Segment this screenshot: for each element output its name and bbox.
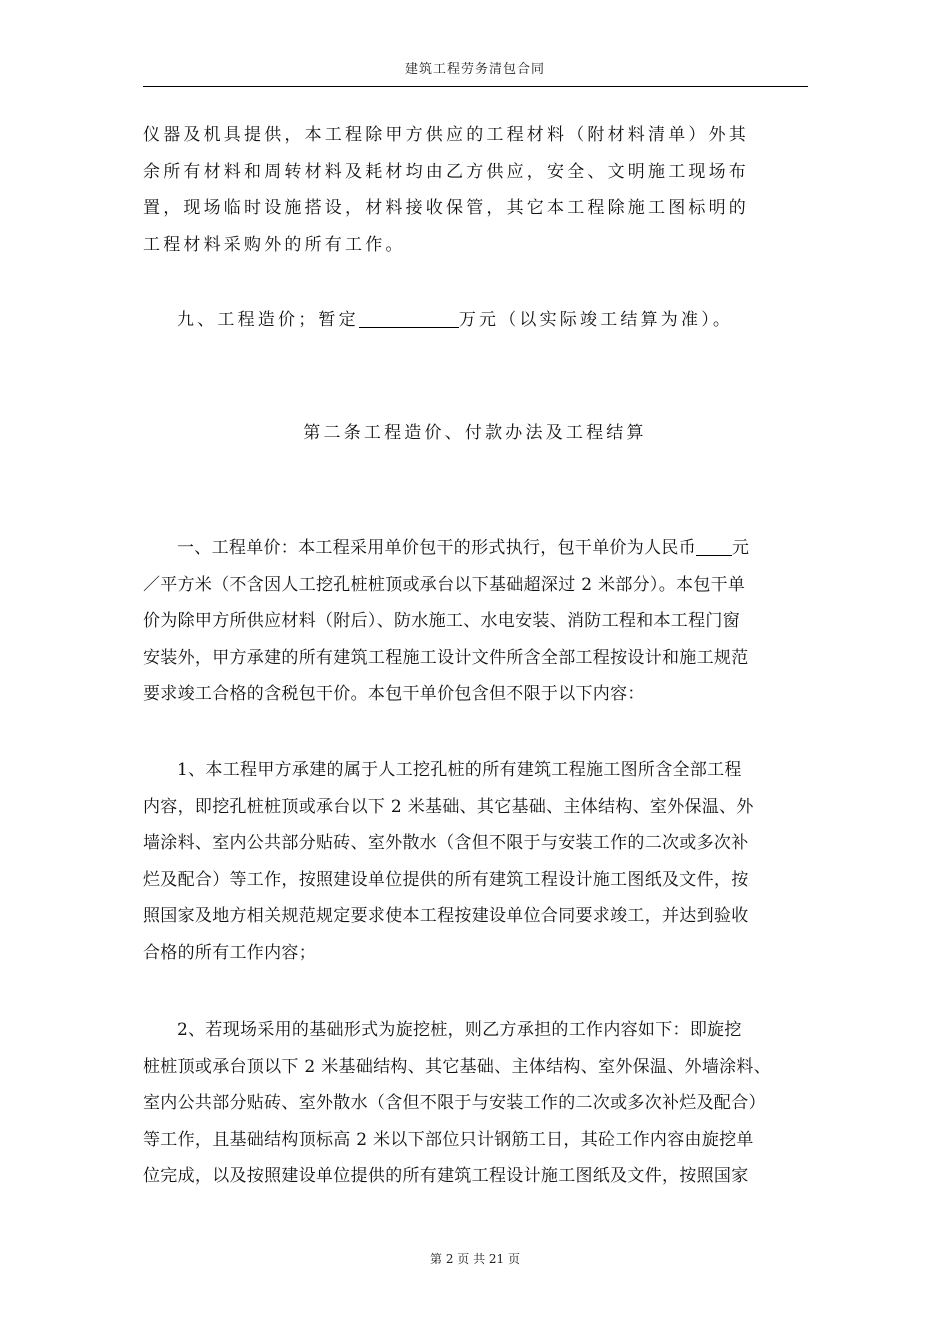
text-line: 合格的所有工作内容； [143,942,316,963]
text-line [143,302,808,339]
header-divider [143,86,808,87]
page-number: 第 2 页 共 21 页 [430,1252,520,1266]
text-line: 要求竣工合格的含税包干价。本包干单价包含但不限于以下内容： [143,684,645,704]
text-line: 余所有材料和周转材料及耗材均由乙方供应，安全、文明施工现场布 [143,161,749,182]
text-line: 仪器及机具提供，本工程除甲方供应的工程材料（附材料清单）外其 [143,125,749,145]
text-line: 位完成，以及按照建设单位提供的所有建筑工程设计施工图纸及文件，按照国家 [143,1166,749,1186]
cost-blank [359,309,459,328]
paragraph-item-2 [143,1012,808,1195]
paragraph-materials [143,117,808,263]
paragraph-item-1 [143,752,808,971]
text-line: 2、若现场采用的基础形式为旋挖桩，则乙方承担的工作内容如下：即旋挖 [177,1020,742,1040]
text-line: 安装外，甲方承建的所有建筑工程施工设计文件所含全部工程按设计和施工规范 [143,647,749,668]
text-line: 墙涂料、室内公共部分贴砖、室外散水（含但不限于与安装工作的二次或多次补 [143,833,749,853]
text-line: 价为除甲方所供应材料（附后）、防水施工、水电安装、消防工程和本工程门窗 [143,611,740,631]
text-line [143,530,808,567]
paragraph-project-cost [143,302,808,339]
text-line: 工程材料采购外的所有工作。 [143,234,406,255]
text-line: 置，现场临时设施搭设，材料接收保管，其它本工程除施工图标明的 [143,198,749,218]
cost-suffix: 万元（以实际竣工结算为准）。 [458,310,734,330]
unit-price-blank [696,537,732,556]
text-line: 室内公共部分贴砖、室外散水（含但不限于与安装工作的二次或多次补烂及配合） [143,1093,766,1113]
text-line: 烂及配合）等工作，按照建设单位提供的所有建筑工程设计施工图纸及文件，按 [143,869,749,890]
section-title: 第二条工程造价、付款办法及工程结算 [303,423,647,443]
header-title: 建筑工程劳务清包合同 [404,62,545,77]
paragraph-unit-price [143,530,808,713]
text-line: ／平方米（不含因人工挖孔桩桩顶或承台以下基础超深过 2 米部分）。本包干单 [143,574,746,595]
cost-label: 九、工程造价；暂定 [177,310,359,330]
text-line: 照国家及地方相关规范规定要求使本工程按建设单位合同要求竣工，并达到验收 [143,906,749,926]
text-line: 等工作，且基础结构顶标高 2 米以下部位只计钢筋工日，其砼工作内容由旋挖单 [143,1129,754,1150]
unit-price-currency: 元 [732,538,750,558]
text-line: 桩桩顶或承台顶以下 2 米基础结构、其它基础、主体结构、室外保温、外墙涂料、 [143,1056,772,1077]
unit-price-label: 一、工程单价：本工程采用单价包干的形式执行，包干单价为人民币 [177,538,696,558]
text-line: 1、本工程甲方承建的属于人工挖孔桩的所有建筑工程施工图所含全部工程 [177,760,742,780]
text-line: 内容，即挖孔桩桩顶或承台以下 2 米基础、其它基础、主体结构、室外保温、外 [143,796,754,817]
